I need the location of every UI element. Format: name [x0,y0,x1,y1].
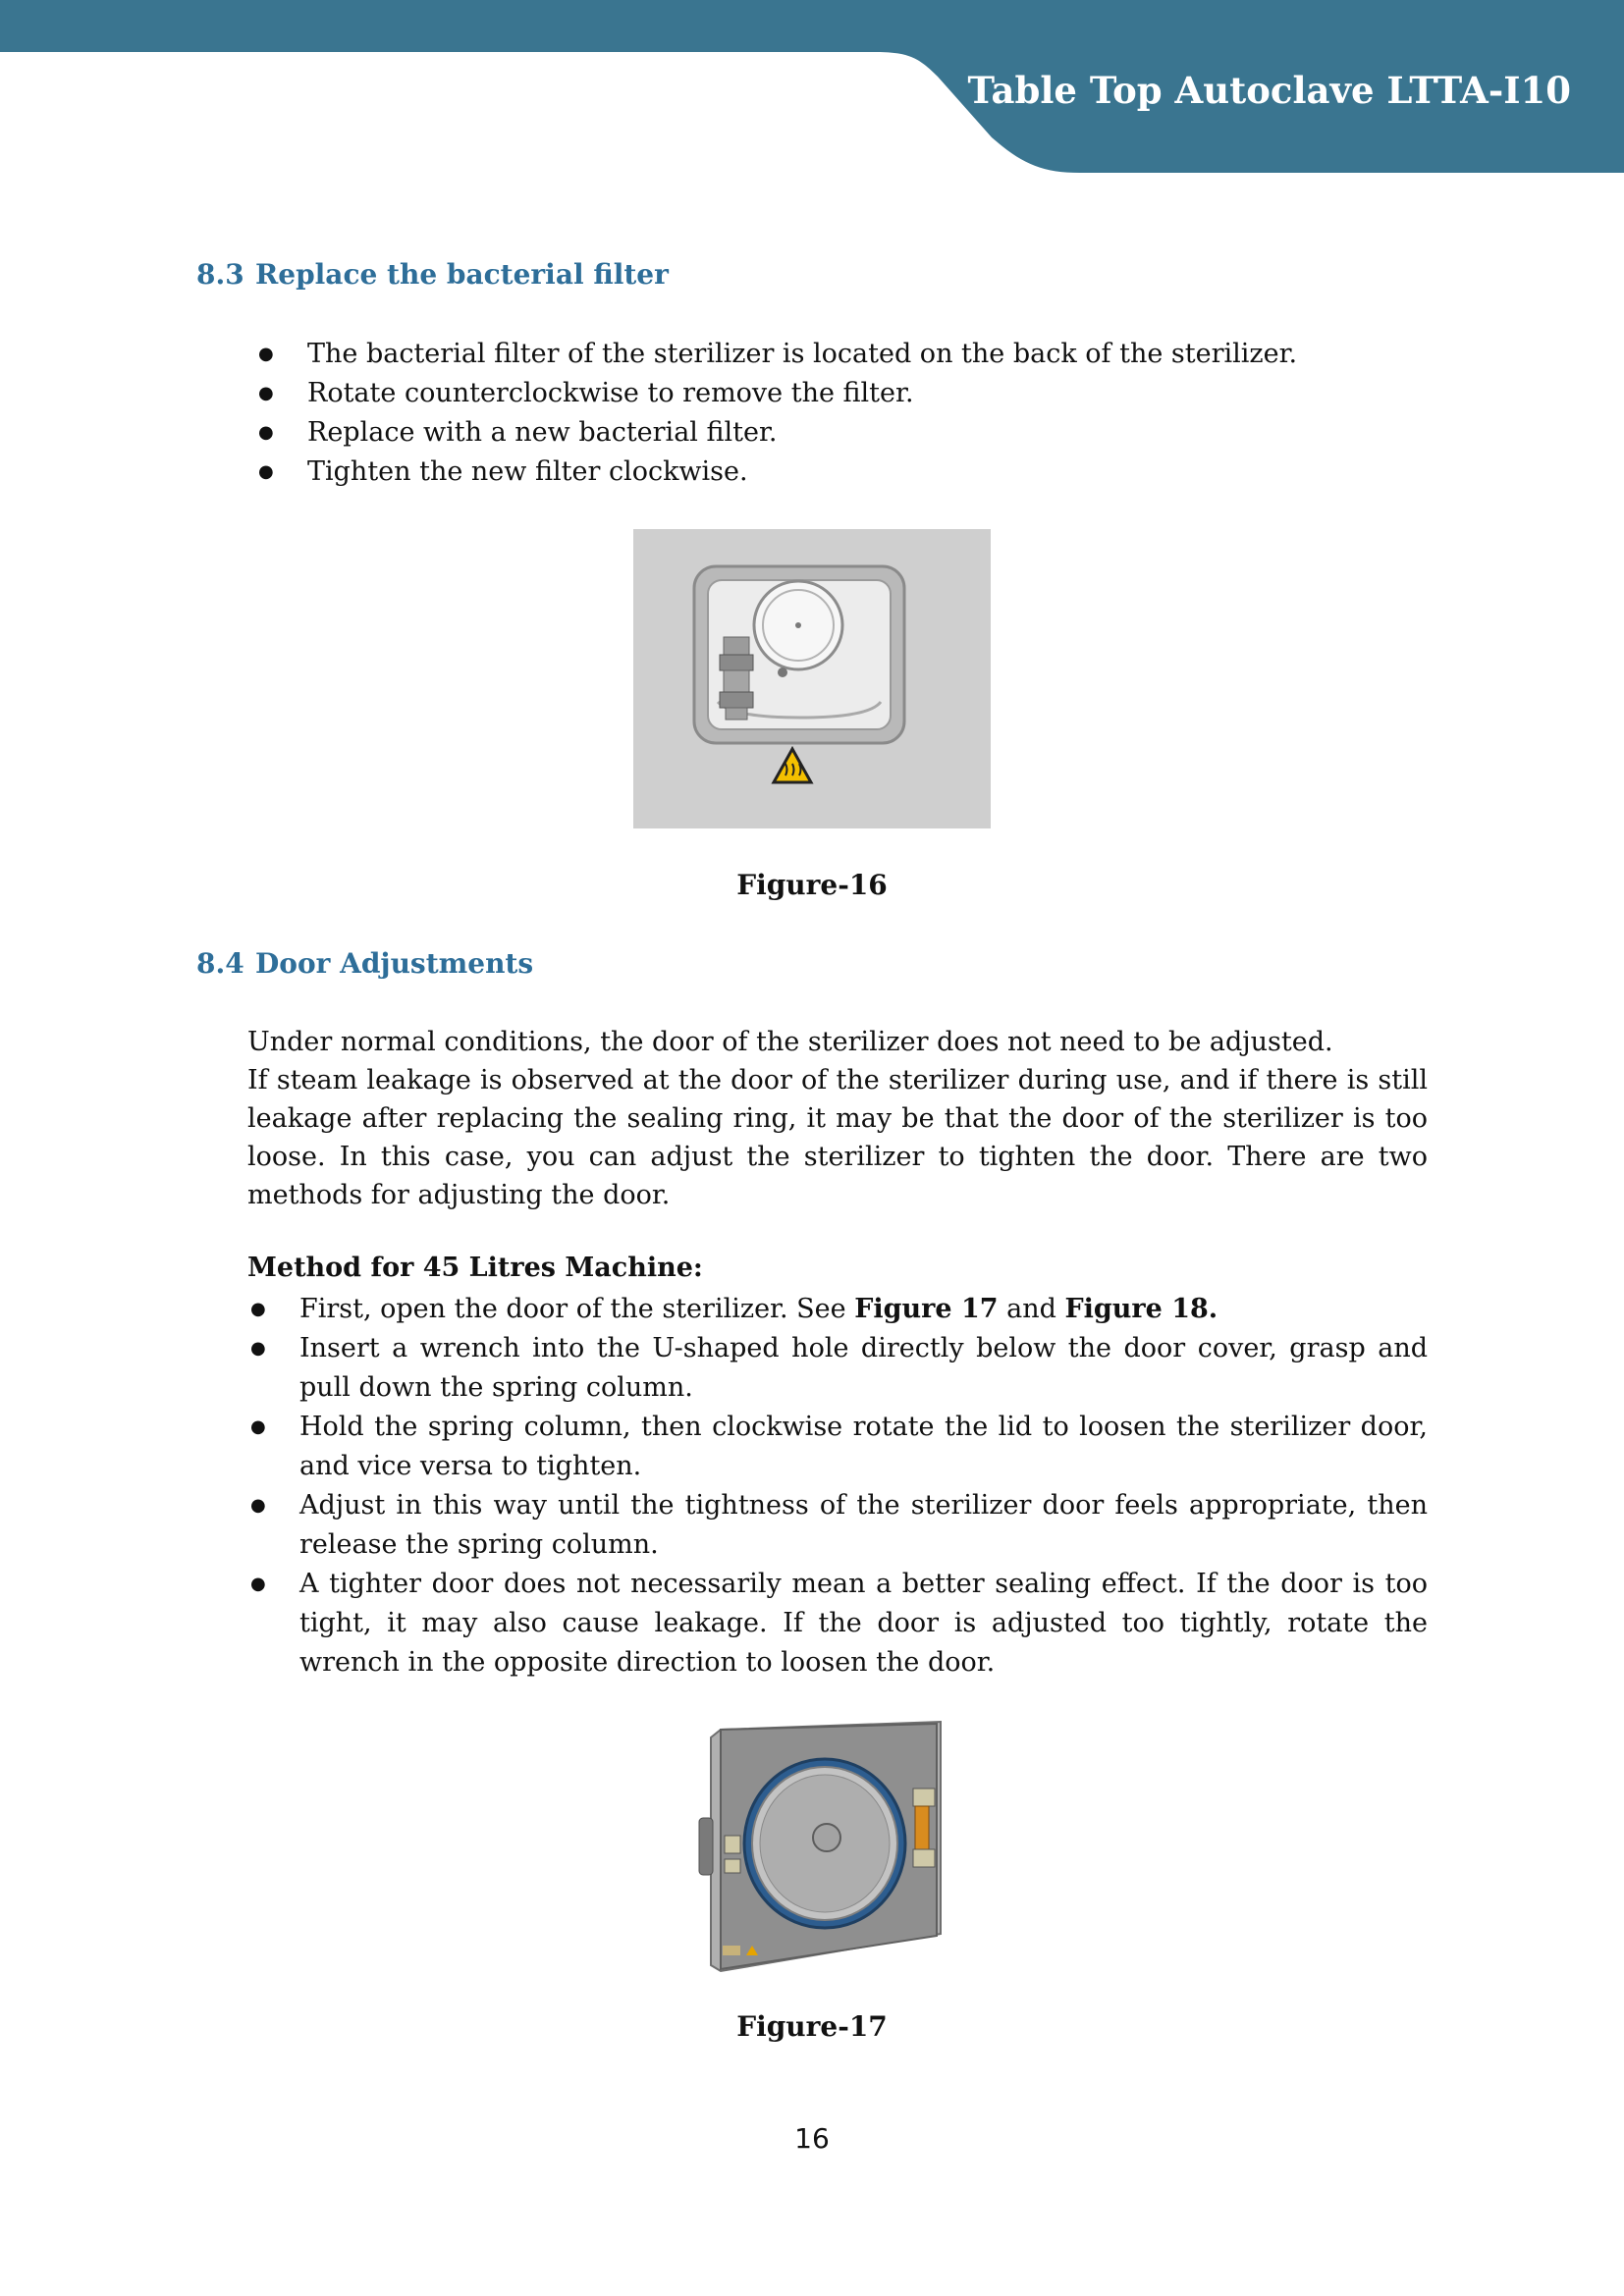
bacterial-filter-figure [633,529,991,828]
bullet-text: First, open the door of the sterilizer. See [299,1294,855,1324]
list-item: ● A tighter door does not necessarily mean a better sealing effect. If the door is too tight, it may also cause leakage. If the door is adjusted too tightly, rotate the wrench in the opposite direction to loosen the door. [247,1565,1428,1682]
list-item: ● Adjust in this way until the tightness of the sterilizer door feels appropriate, then release the spring column. [247,1486,1428,1565]
figure-reference: Figure 18. [1064,1294,1218,1324]
figure-reference: Figure 17 [854,1294,999,1324]
section-title: Door Adjustments [255,947,534,980]
method-title: Method for 45 Litres Machine: [247,1253,703,1283]
section-heading-8-4 [196,947,533,980]
list-item [247,1290,1428,1329]
door-adjustment-bullet-list [247,1290,1428,1682]
header-title: Table Top Autoclave LTTA-I10 [967,69,1571,112]
paragraph: If steam leakage is observed at the door of the sterilizer during use, and if there is still leakage after replacing the sealing ring, it may be that the door of the sterilizer is too loose. In this case, you can adjust the sterilizer to tighten the door. There are two methods for adjusting the door. [247,1065,1428,1210]
section-heading-8-3 [196,258,669,291]
paragraph: Under normal conditions, the door of the sterilizer does not need to be adjusted. [247,1027,1333,1057]
filter-part [720,637,753,720]
page-number: 16 [794,2122,830,2155]
list-item: ● The bacterial filter of the sterilizer is located on the back of the sterilizer. [258,335,1436,374]
section-number: 8.3 [196,258,244,291]
list-item: ● Replace with a new bacterial filter. [258,413,1436,453]
list-item: ● Hold the spring column, then clockwise rotate the lid to loosen the sterilizer door, and vice versa to tighten. [247,1408,1428,1486]
figure-16-caption: Figure-16 [736,869,888,901]
figure-17-caption: Figure-17 [736,2010,888,2043]
filter-bullet-list [258,335,1436,492]
list-item: ● Insert a wrench into the U-shaped hole directly below the door cover, grasp and pull down the spring column. [247,1329,1428,1408]
list-item: ● Rotate counterclockwise to remove the filter. [258,374,1436,413]
section-number: 8.4 [196,947,244,980]
autoclave-door-figure [677,1718,943,1973]
bullet-text: and [998,1294,1065,1324]
list-item: ● Tighten the new filter clockwise. [258,453,1436,492]
section-title: Replace the bacterial filter [255,258,669,291]
